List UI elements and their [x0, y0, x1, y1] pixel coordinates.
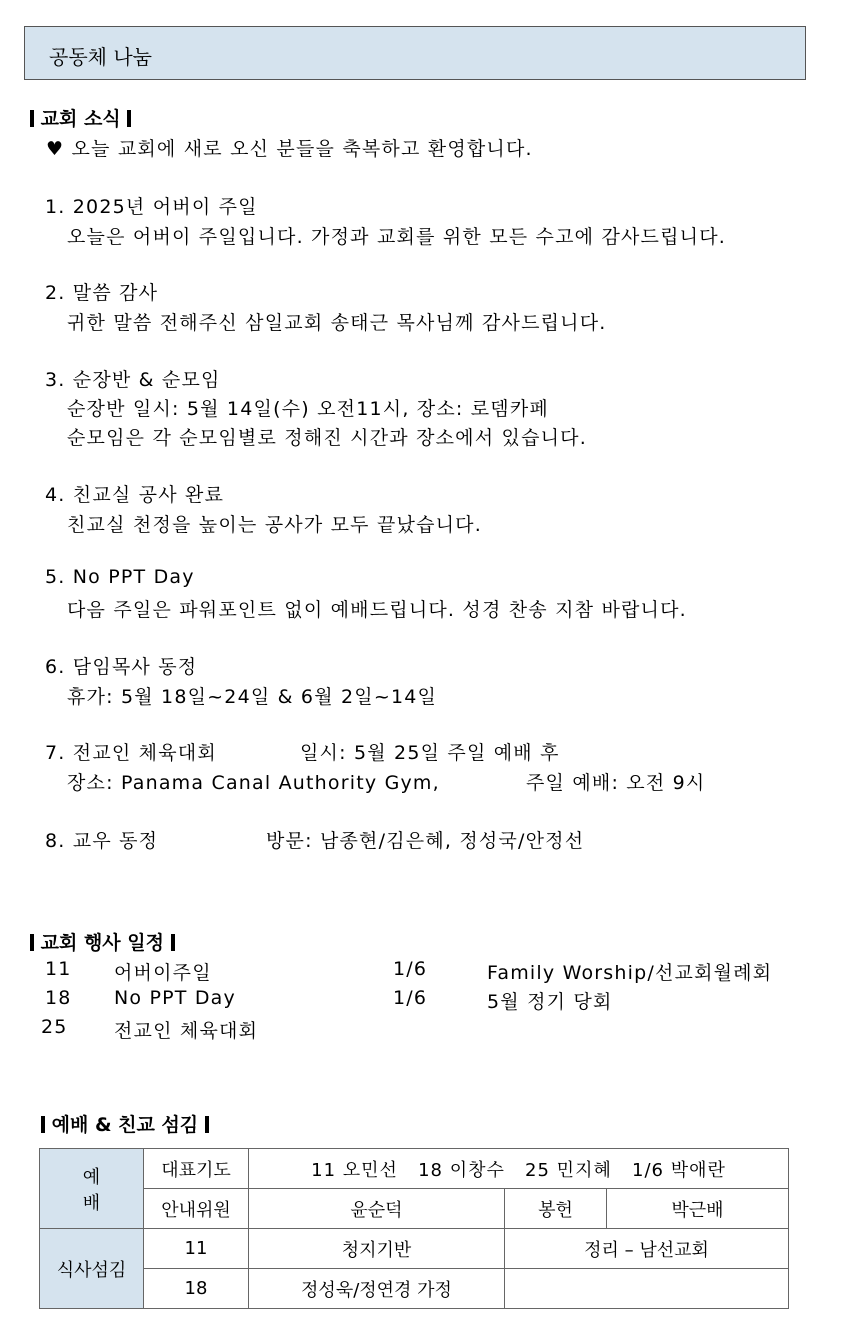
news-item-6-title: 6. 담임목사 동정 — [45, 656, 198, 678]
news-item-3-line-1: 순장반 일시: 5월 14일(수) 오전11시, 장소: 로뎀카페 — [67, 398, 549, 420]
meal-row-2-date: 18 — [144, 1269, 249, 1309]
news-item-7-date: 일시: 5월 25일 주일 예배 후 — [300, 742, 560, 764]
service-table — [39, 1148, 789, 1309]
meal-row-2-server: 정성욱/정연경 가정 — [249, 1269, 505, 1309]
offering-value: 박근배 — [607, 1189, 789, 1229]
events-title: 교회 행사 일정 — [40, 932, 164, 954]
meal-row-1-date: 11 — [144, 1229, 249, 1269]
meal-label: 식사섬김 — [40, 1229, 144, 1309]
news-item-5-line: 다음 주일은 파워포인트 없이 예배드립니다. 성경 찬송 지참 바랍니다. — [67, 599, 687, 621]
news-item-7-title: 7. 전교인 체육대회 — [45, 742, 217, 764]
usher-value: 윤순덕 — [249, 1189, 505, 1229]
event-row-2-date2: 1/6 — [393, 987, 428, 1009]
event-row-1-name2: Family Worship/선교회월례회 — [487, 962, 773, 984]
news-item-8-visit: 방문: 남종현/김은혜, 정성국/안정선 — [266, 830, 585, 852]
event-row-1-date2: 1/6 — [393, 958, 428, 980]
usher-label: 안내위원 — [144, 1189, 249, 1229]
service-title: 예배 & 친교 섬김 — [51, 1114, 199, 1136]
news-item-1-title: 1. 2025년 어버이 주일 — [45, 196, 258, 218]
prayer-label: 대표기도 — [144, 1149, 249, 1189]
event-row-2-name2: 5월 정기 당회 — [487, 991, 613, 1013]
news-item-7-service-time: 주일 예배: 오전 9시 — [526, 772, 706, 794]
news-item-7-place: 장소: Panama Canal Authority Gym, — [67, 772, 440, 794]
service-heading — [41, 1110, 209, 1137]
event-row-1-name: 어버이주일 — [114, 962, 212, 984]
heading-bar-right — [205, 1116, 209, 1133]
news-item-4-title: 4. 친교실 공사 완료 — [45, 484, 225, 506]
header-title: 공동체 나눔 — [49, 45, 152, 69]
section-header — [24, 26, 806, 80]
news-item-8-title: 8. 교우 동정 — [45, 830, 159, 852]
meal-row-1-server: 청지기반 — [249, 1229, 505, 1269]
table-row — [40, 1189, 789, 1229]
offering-label: 봉헌 — [505, 1189, 607, 1229]
worship-label: 예 배 — [40, 1149, 144, 1229]
heading-bar-left — [30, 934, 34, 951]
event-row-1-date: 11 — [45, 958, 72, 980]
news-item-2-title: 2. 말씀 감사 — [45, 282, 159, 304]
event-row-2-name: No PPT Day — [114, 987, 236, 1009]
news-item-1-line: 오늘은 어버이 주일입니다. 가정과 교회를 위한 모든 수고에 감사드립니다. — [67, 226, 727, 248]
table-row — [40, 1149, 789, 1189]
news-item-2-line: 귀한 말씀 전해주신 삼일교회 송태근 목사님께 감사드립니다. — [67, 312, 607, 334]
heading-bar-left — [30, 110, 34, 127]
event-row-3-date: 25 — [41, 1016, 68, 1038]
prayer-value: 11 오민선 18 이창수 25 민지혜 1/6 박애란 — [249, 1149, 789, 1189]
welcome-text: ♥ 오늘 교회에 새로 오신 분들을 축복하고 환영합니다. — [46, 138, 533, 160]
table-row — [40, 1229, 789, 1269]
news-item-3-title: 3. 순장반 & 순모임 — [45, 369, 221, 391]
news-item-5-title: 5. No PPT Day — [45, 566, 195, 588]
news-item-6-line: 휴가: 5월 18일~24일 & 6월 2일~14일 — [67, 686, 438, 708]
meal-row-2-cleanup — [505, 1269, 789, 1309]
event-row-3-name: 전교인 체육대회 — [114, 1020, 259, 1042]
event-row-2-date: 18 — [45, 987, 72, 1009]
table-row — [40, 1269, 789, 1309]
news-item-4-line: 친교실 천정을 높이는 공사가 모두 끝났습니다. — [67, 514, 482, 536]
meal-row-1-cleanup: 정리 – 남선교회 — [505, 1229, 789, 1269]
news-title: 교회 소식 — [40, 108, 121, 130]
heading-bar-left — [41, 1116, 45, 1133]
news-heading — [30, 104, 131, 131]
news-item-3-line-2: 순모임은 각 순모임별로 정해진 시간과 장소에서 있습니다. — [67, 427, 587, 449]
heading-bar-right — [171, 934, 175, 951]
heading-bar-right — [127, 110, 131, 127]
events-heading — [30, 928, 175, 955]
